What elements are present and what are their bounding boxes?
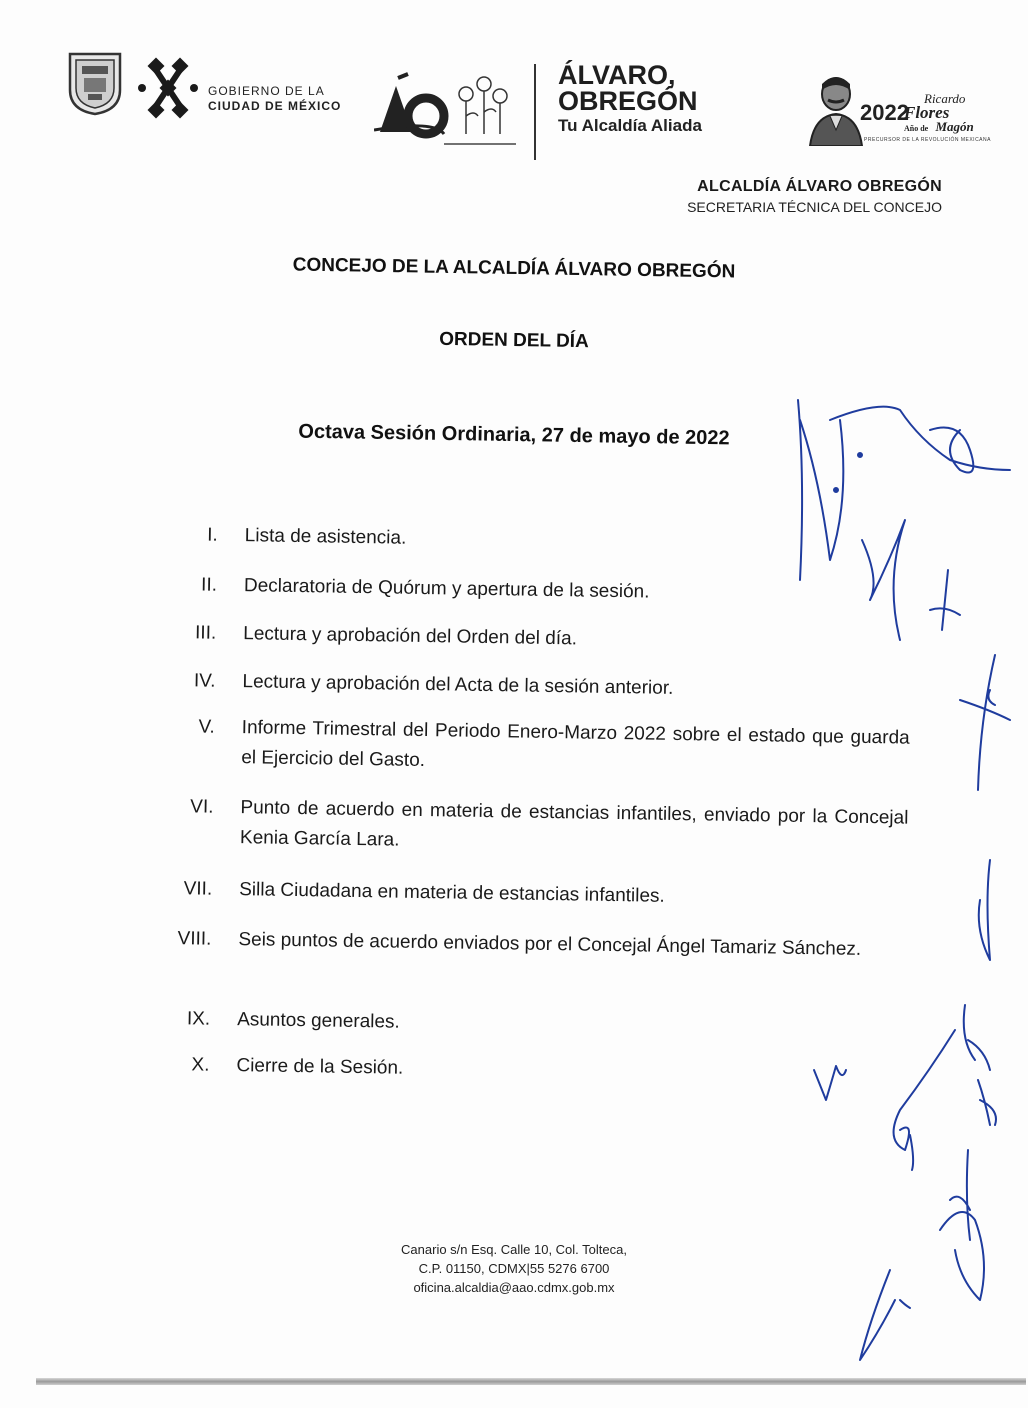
signature-3 (930, 570, 960, 630)
agenda-item-text: Asuntos generales. (236, 1009, 400, 1033)
agenda-item-number: II. (200, 574, 218, 596)
agenda-item (167, 712, 912, 772)
agenda-item-number: III. (194, 622, 217, 644)
agenda-item-number: I. (207, 524, 218, 546)
agenda-item (166, 792, 911, 851)
agenda-item (170, 520, 915, 549)
badge-year: 2022 (860, 100, 909, 125)
agenda-item-number: IV. (193, 670, 216, 692)
signature-dot-2 (834, 488, 838, 492)
alcaldia-logo-text (558, 62, 702, 136)
gobierno-cdmx-text (208, 84, 341, 114)
agenda-item (168, 618, 913, 650)
flores-magon-portrait (806, 72, 866, 146)
badge-caption: PRECURSOR DE LA REVOLUCIÓN MEXICANA (864, 137, 991, 143)
badge-year-caption: Año de (904, 124, 929, 133)
footer-line-1: Canario s/n Esq. Calle 10, Col. Tolteca, (401, 1242, 627, 1257)
gobierno-line-2: CIUDAD DE MÉXICO (208, 99, 342, 113)
org-name: ALCALDÍA ÁLVARO OBREGÓN (697, 178, 942, 195)
agenda-item (162, 1050, 907, 1079)
agenda-item-text: Lectura y aprobación del Orden del día. (243, 623, 578, 650)
agenda-item-text: Declaratoria de Quórum y apertura de la sesión. (243, 575, 650, 603)
agenda-item (164, 874, 909, 907)
document-title: CONCEJO DE LA ALCALDÍA ÁLVARO OBREGÓN (292, 254, 736, 283)
footer-address (0, 1240, 1028, 1297)
badge-name-2: Flores (904, 103, 950, 122)
cdmx-logo (136, 56, 200, 120)
alcaldia-logo-line-1: ÁLVARO, (558, 60, 676, 90)
ao-flowers-logo (374, 72, 516, 148)
org-dept: SECRETARIA TÉCNICA DEL CONCEJO (687, 199, 942, 215)
agenda-item-number: X. (191, 1054, 210, 1076)
session-title: Octava Sesión Ordinaria, 27 de mayo de 2022 (298, 420, 730, 450)
agenda-item-number: V. (198, 716, 215, 738)
agenda-item-number: IX. (186, 1008, 211, 1030)
agenda-item-text: Silla Ciudadana en materia de estancias infantiles. (239, 879, 665, 907)
alcaldia-logo-line-2: OBREGÓN (558, 86, 698, 116)
agenda-item-text: Lectura y aprobación del Acta de la sesión anterior. (242, 671, 674, 699)
signature-dot-1 (858, 453, 862, 457)
org-heading (687, 178, 942, 215)
signature-6 (964, 1005, 996, 1125)
agenda-list (170, 520, 915, 1079)
footer-line-3: oficina.alcaldia@aao.cdmx.gob.mx (413, 1280, 615, 1295)
agenda-item (169, 570, 914, 603)
coat-of-arms-logo (66, 50, 124, 116)
agenda-item-text: Cierre de la Sesión. (236, 1055, 404, 1079)
agenda-item-text: Informe Trimestral del Periodo Enero-Marzo 2022 sobre el estado que guarda el Ejercicio del Gasto. (241, 717, 910, 772)
agenda-item-text: Seis puntos de acuerdo enviados por el Concejal Ángel Tamariz Sánchez. (238, 929, 862, 960)
badge-name (904, 92, 974, 136)
agenda-item-number: VIII. (177, 928, 212, 950)
gobierno-line-1: GOBIERNO DE LA (208, 84, 325, 98)
badge-name-1: Ricardo (924, 91, 966, 106)
footer-line-2: C.P. 01150, CDMX|55 5276 6700 (418, 1261, 610, 1276)
agenda-item-text: Punto de acuerdo en materia de estancias infantiles, enviado por la Concejal Kenia García Lara. (239, 797, 909, 851)
agenda-item-text: Lista de asistencia. (244, 525, 407, 549)
document-subtitle: ORDEN DEL DÍA (439, 328, 589, 353)
footer-rule (36, 1378, 1026, 1385)
badge-name-3 (904, 120, 974, 136)
agenda-item (162, 1004, 907, 1033)
logo-divider (534, 64, 536, 160)
agenda-item-number: VI. (190, 796, 214, 818)
alcaldia-slogan: Tu Alcaldía Aliada (558, 116, 702, 135)
signature-5 (979, 860, 990, 960)
badge-name-3-text: Magón (935, 119, 974, 134)
agenda-item (168, 666, 913, 699)
signature-8 (894, 1030, 955, 1170)
agenda-item-number: VII. (183, 878, 213, 900)
agenda-item (164, 924, 909, 960)
signature-4 (960, 655, 1010, 790)
